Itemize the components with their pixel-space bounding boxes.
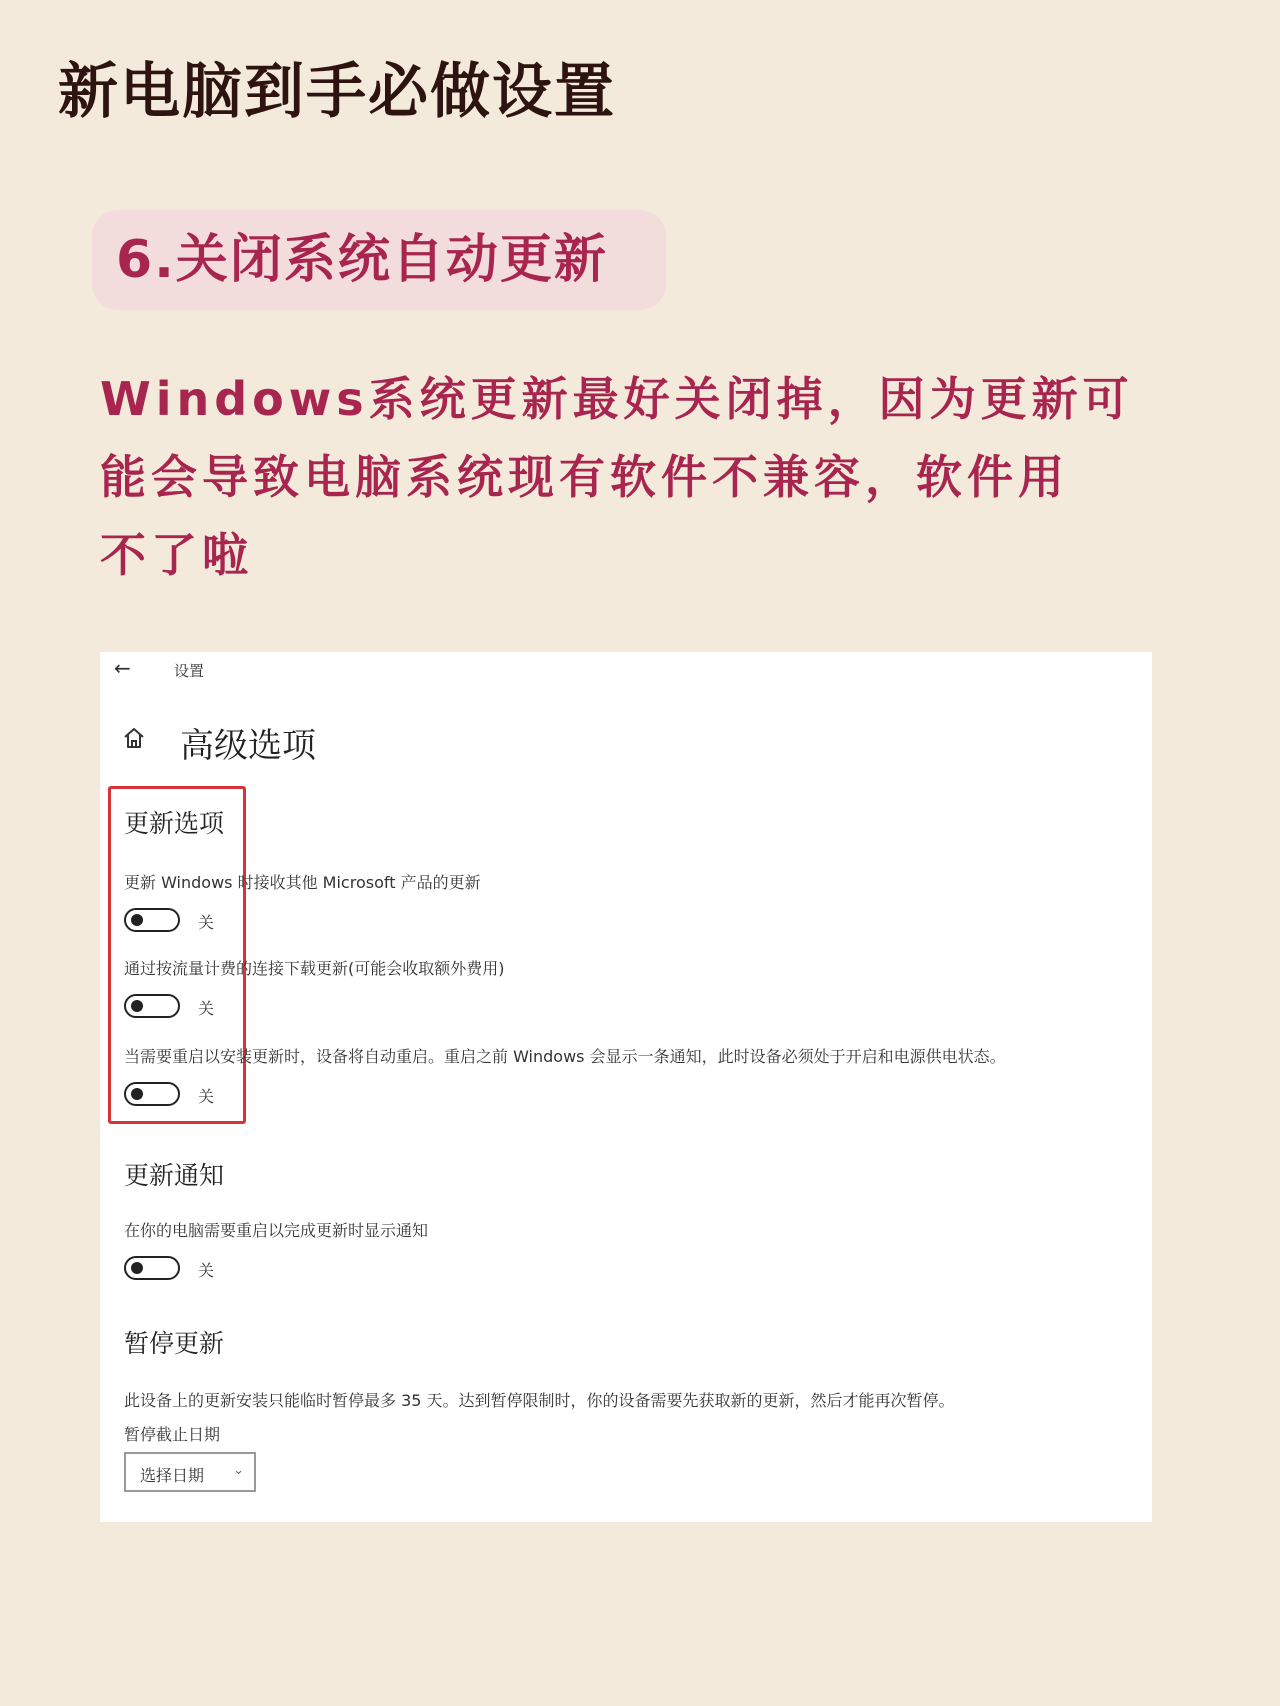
pause-date-select[interactable] [124, 1452, 256, 1492]
toggle-other-products[interactable] [124, 908, 180, 932]
notifications-header: 更新通知 [124, 1161, 225, 1190]
intro-line: 不了啦 [100, 528, 253, 582]
toggle-state-label: 关 [198, 1087, 215, 1106]
toggle-restart-notice[interactable] [124, 1256, 180, 1280]
back-arrow-icon[interactable]: ← [114, 656, 131, 680]
toggle-knob [131, 914, 143, 926]
date-select-value: 选择日期 [140, 1466, 205, 1485]
option-label-restart-notice: 在你的电脑需要重启以完成更新时显示通知 [124, 1221, 429, 1240]
pause-date-label: 暂停截止日期 [124, 1425, 221, 1444]
option-label-metered: 通过按流量计费的连接下载更新(可能会收取额外费用) [124, 959, 505, 978]
toggle-knob [131, 1000, 143, 1012]
intro-line: 能会导致电脑系统现有软件不兼容，软件用 [100, 450, 1069, 504]
page-heading: 高级选项 [180, 726, 316, 766]
toggle-state-label: 关 [198, 1261, 215, 1280]
toggle-state-label: 关 [198, 913, 215, 932]
intro-line: Windows系统更新最好关闭掉，因为更新可 [100, 372, 1134, 426]
pause-description: 此设备上的更新安装只能临时暂停最多 35 天。达到暂停限制时，你的设备需要先获取新的更新，然后才能再次暂停。 [124, 1391, 955, 1410]
settings-screenshot [100, 652, 1152, 1522]
home-icon[interactable] [122, 726, 146, 750]
intro-text [100, 360, 1180, 594]
update-options-header: 更新选项 [124, 809, 225, 838]
toggle-state-label: 关 [198, 999, 215, 1018]
option-label-other-products: 更新 Windows 时接收其他 Microsoft 产品的更新 [124, 873, 481, 892]
page-title: 新电脑到手必做设置 [58, 57, 616, 127]
chevron-down-icon: ⌄ [233, 1463, 244, 1478]
toggle-knob [131, 1262, 143, 1274]
toggle-knob [131, 1088, 143, 1100]
toggle-metered[interactable] [124, 994, 180, 1018]
toggle-auto-restart[interactable] [124, 1082, 180, 1106]
app-title: 设置 [174, 662, 205, 680]
option-label-auto-restart: 当需要重启以安装更新时，设备将自动重启。重启之前 Windows 会显示一条通知，此时设备必须处于开启和电源供电状态。 [124, 1047, 1006, 1066]
pause-header: 暂停更新 [124, 1329, 225, 1358]
section-title: 6.关闭系统自动更新 [116, 230, 608, 290]
